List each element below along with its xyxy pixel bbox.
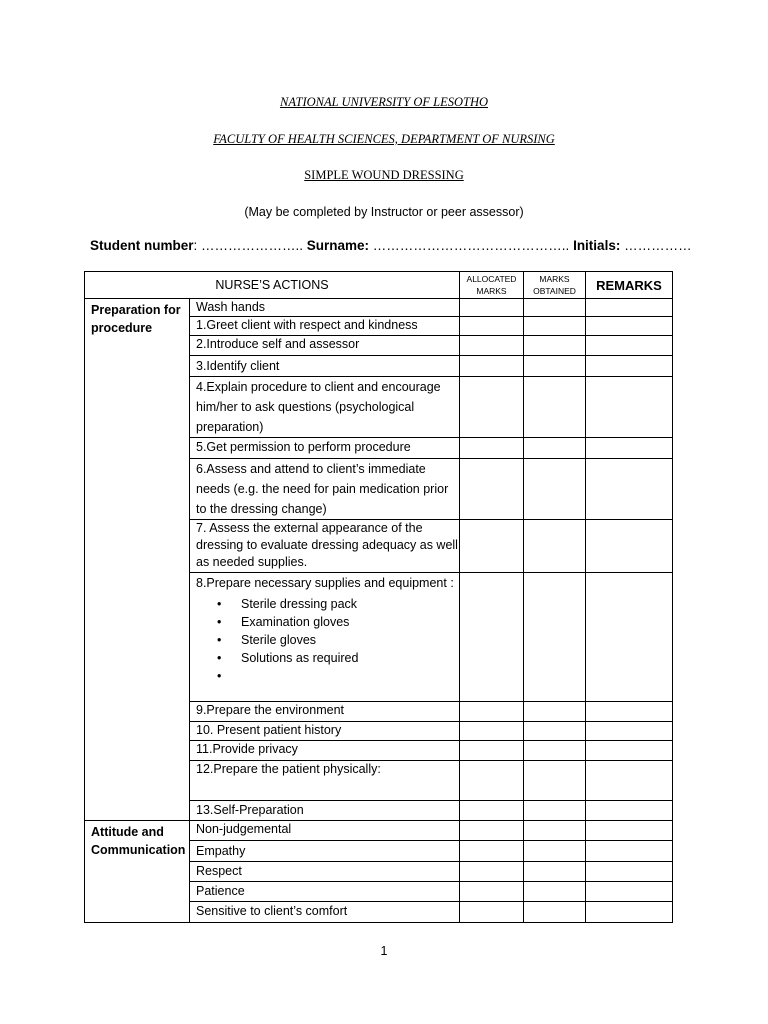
remarks-cell[interactable] [586, 741, 673, 761]
remarks-cell[interactable] [586, 862, 673, 882]
remarks-cell[interactable] [586, 317, 673, 336]
surname-label: Surname: [306, 238, 370, 253]
allocated-marks-cell[interactable] [460, 459, 524, 520]
marks-obtained-cell[interactable] [524, 882, 586, 902]
marks-obtained-cell[interactable] [524, 317, 586, 336]
allocated-marks-cell[interactable] [460, 299, 524, 317]
list-item [241, 667, 459, 685]
supplies-heading: 8.Prepare necessary supplies and equipment : [196, 576, 454, 590]
allocated-marks-header: ALLOCATED MARKS [460, 272, 524, 299]
allocated-marks-cell[interactable] [460, 722, 524, 741]
marks-obtained-cell[interactable] [524, 862, 586, 882]
action-cell: 12.Prepare the patient physically: [190, 761, 460, 801]
remarks-cell[interactable] [586, 299, 673, 317]
action-cell: 4.Explain procedure to client and encourage him/her to ask questions (psychological preparation) [190, 377, 460, 438]
remarks-cell[interactable] [586, 356, 673, 377]
allocated-marks-cell[interactable] [460, 841, 524, 862]
student-number-field[interactable]: : ………………….. [193, 238, 307, 253]
action-cell: Sensitive to client’s comfort [190, 902, 460, 923]
action-cell: Empathy [190, 841, 460, 862]
marks-obtained-cell[interactable] [524, 299, 586, 317]
remarks-cell[interactable] [586, 702, 673, 722]
action-cell: Patience [190, 882, 460, 902]
allocated-marks-cell[interactable] [460, 438, 524, 459]
remarks-cell[interactable] [586, 841, 673, 862]
allocated-marks-cell[interactable] [460, 821, 524, 841]
completion-note: (May be completed by Instructor or peer assessor) [244, 205, 524, 219]
marks-obtained-cell[interactable] [524, 722, 586, 741]
remarks-cell[interactable] [586, 761, 673, 801]
surname-field[interactable]: …………………………………….. [369, 238, 574, 253]
initials-label: Initials: [573, 238, 621, 253]
action-cell [190, 573, 460, 702]
allocated-marks-cell[interactable] [460, 317, 524, 336]
section-preparation: Preparation for procedure [85, 299, 190, 821]
action-cell: 3.Identify client [190, 356, 460, 377]
action-cell: 5.Get permission to perform procedure [190, 438, 460, 459]
remarks-cell[interactable] [586, 438, 673, 459]
faculty-title: FACULTY OF HEALTH SCIENCES, DEPARTMENT OF NURSING [213, 132, 555, 146]
remarks-cell[interactable] [586, 573, 673, 702]
marks-obtained-header: MARKS OBTAINED [524, 272, 586, 299]
marks-obtained-cell[interactable] [524, 438, 586, 459]
action-cell: 10. Present patient history [190, 722, 460, 741]
form-title: SIMPLE WOUND DRESSING [304, 168, 464, 182]
list-item: • Solutions as required [241, 649, 459, 667]
allocated-marks-cell[interactable] [460, 573, 524, 702]
action-cell: 9.Prepare the environment [190, 702, 460, 722]
actions-header: NURSE’S ACTIONS [85, 272, 460, 299]
list-item: • Sterile gloves [241, 631, 459, 649]
allocated-marks-cell[interactable] [460, 741, 524, 761]
table-row [85, 299, 673, 317]
allocated-marks-cell[interactable] [460, 377, 524, 438]
action-cell: 2.Introduce self and assessor [190, 336, 460, 356]
allocated-marks-cell[interactable] [460, 356, 524, 377]
allocated-marks-cell[interactable] [460, 882, 524, 902]
marks-obtained-cell[interactable] [524, 377, 586, 438]
marks-obtained-cell[interactable] [524, 356, 586, 377]
marks-obtained-cell[interactable] [524, 821, 586, 841]
remarks-cell[interactable] [586, 520, 673, 573]
remarks-cell[interactable] [586, 902, 673, 923]
marks-obtained-cell[interactable] [524, 801, 586, 821]
remarks-cell[interactable] [586, 821, 673, 841]
allocated-marks-cell[interactable] [460, 862, 524, 882]
allocated-marks-cell[interactable] [460, 336, 524, 356]
initials-field[interactable]: …………… [620, 238, 692, 253]
marks-obtained-cell[interactable] [524, 902, 586, 923]
marks-obtained-cell[interactable] [524, 841, 586, 862]
action-cell: 6.Assess and attend to client’s immediate needs (e.g. the need for pain medication prior to the dressing change) [190, 459, 460, 520]
allocated-marks-cell[interactable] [460, 902, 524, 923]
marks-obtained-cell[interactable] [524, 741, 586, 761]
assessment-table [84, 271, 673, 923]
remarks-header: REMARKS [586, 272, 673, 299]
marks-obtained-cell[interactable] [524, 761, 586, 801]
table-header-row [85, 272, 673, 299]
action-cell: Respect [190, 862, 460, 882]
remarks-cell[interactable] [586, 336, 673, 356]
action-cell: 1.Greet client with respect and kindness [190, 317, 460, 336]
remarks-cell[interactable] [586, 377, 673, 438]
action-cell: Non-judgemental [190, 821, 460, 841]
allocated-marks-cell[interactable] [460, 801, 524, 821]
supplies-list [196, 595, 459, 685]
action-cell: 13.Self-Preparation [190, 801, 460, 821]
allocated-marks-cell[interactable] [460, 702, 524, 722]
marks-obtained-cell[interactable] [524, 459, 586, 520]
remarks-cell[interactable] [586, 882, 673, 902]
student-number-label: Student number [90, 238, 194, 253]
remarks-cell[interactable] [586, 459, 673, 520]
student-info-line [90, 238, 692, 253]
marks-obtained-cell[interactable] [524, 702, 586, 722]
university-title: NATIONAL UNIVERSITY OF LESOTHO [279, 95, 488, 109]
table-row [85, 821, 673, 841]
marks-obtained-cell[interactable] [524, 520, 586, 573]
marks-obtained-cell[interactable] [524, 573, 586, 702]
remarks-cell[interactable] [586, 722, 673, 741]
marks-obtained-cell[interactable] [524, 336, 586, 356]
list-item: • Examination gloves [241, 613, 459, 631]
action-cell: 7. Assess the external appearance of the dressing to evaluate dressing adequacy as well as needed supplies. [190, 520, 460, 573]
allocated-marks-cell[interactable] [460, 761, 524, 801]
action-cell: 11.Provide privacy [190, 741, 460, 761]
action-cell: Wash hands [190, 299, 460, 317]
remarks-cell[interactable] [586, 801, 673, 821]
allocated-marks-cell[interactable] [460, 520, 524, 573]
section-attitude: Attitude and Communication [85, 821, 190, 923]
list-item: • Sterile dressing pack [241, 595, 459, 613]
page-number: 1 [380, 944, 388, 958]
